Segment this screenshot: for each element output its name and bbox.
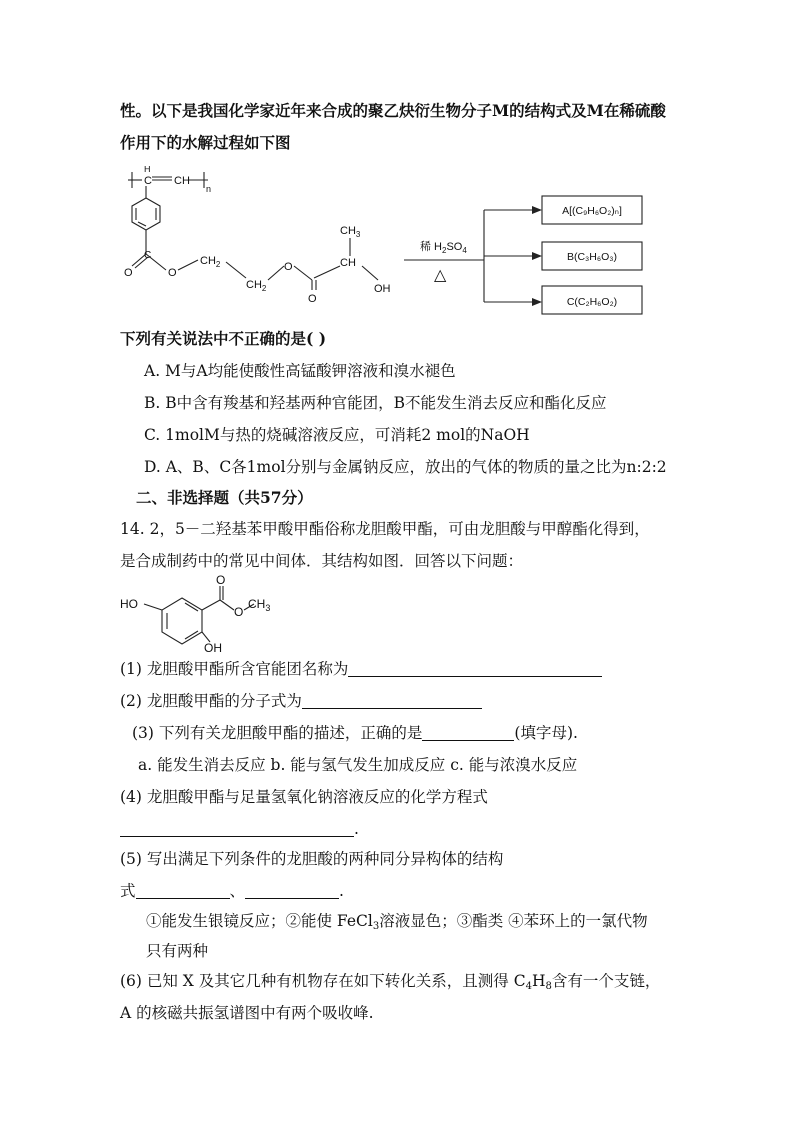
q14-part-2-label: (2) 龙胆酸甲酯的分子式为 [120, 692, 302, 710]
q14-part-5-answer-blank-1[interactable] [136, 882, 230, 899]
q13-option-b: B. B中含有羧基和羟基两种官能团，B不能发生消去反应和酯化反应 [144, 394, 607, 412]
q14-part-3-tail: (填字母). [514, 724, 578, 742]
q13-option-a: A. M与A均能使酸性高锰酸钾溶液和溴水褪色 [144, 362, 456, 380]
q14-part-1 [120, 658, 602, 680]
q13-stem: 下列有关说法中不正确的是( ) [120, 329, 327, 348]
carbonyl-o-label-3: O [216, 574, 226, 587]
q14-part-1-label: (1) 龙胆酸甲酯所含官能团名称为 [120, 660, 349, 678]
q14-part-5-cond-sub: 3 [372, 921, 380, 932]
q13-option-c: C. 1molM与热的烧碱溶液反应，可消耗2 mol的NaOH [144, 426, 530, 444]
product-a-box: A[(C₉H₆O₂)ₙ] [562, 205, 622, 217]
q14-part-5-conditions-line-1 [146, 910, 648, 938]
product-b-box: B(C₃H₆O₃) [566, 251, 618, 263]
polymer-ch-label: CH [174, 175, 190, 187]
q14-part-2-answer-blank[interactable] [302, 692, 482, 709]
ch-label: CH [340, 257, 356, 269]
oh-label-2: OH [204, 641, 222, 654]
q14-part-3-label: (3) 下列有关龙胆酸甲酯的描述，正确的是 [132, 724, 423, 742]
q14-part-6-line-1 [120, 970, 660, 998]
heat-symbol: △ [434, 267, 447, 284]
q14-part-5-end: . [339, 882, 344, 900]
q14-part-6-line-2: A 的核磁共振氢谱图中有两个吸收峰. [120, 1004, 374, 1022]
intro-line-2: 作用下的水解过程如下图 [120, 133, 291, 152]
q14-part-4-answer [120, 818, 359, 840]
ester-o-label-3: O [234, 605, 244, 619]
q14-part-6-sub8: 8 [545, 981, 552, 992]
reagent-label: 稀 $H_2SO_4$ [420, 241, 467, 255]
ch2-label-2: $CH_2$ [246, 279, 267, 293]
oh-label: OH [374, 283, 391, 295]
q14-part-6-h: H [531, 972, 546, 990]
methyl-gentisate-structure [118, 574, 278, 654]
q14-part-5-conditions-line-2: 只有两种 [146, 942, 209, 960]
q14-part-5-cond-a: ①能发生银镜反应；②能使 FeCl [146, 912, 373, 930]
carbonyl-o-label-2: O [308, 293, 317, 305]
q14-part-4-answer-blank[interactable] [120, 820, 354, 837]
q14-part-6-b: 含有一个支链， [551, 972, 661, 990]
ester-o-label-2: O [284, 261, 293, 273]
repeat-n-label: n [206, 184, 212, 194]
q14-part-5-line-1: (5) 写出满足下列条件的龙胆酸的两种同分异构体的结构 [120, 850, 504, 868]
q14-part-4-end: . [354, 820, 359, 838]
q14-part-1-answer-blank[interactable] [348, 660, 602, 677]
q14-stem-line-1: 14. 2，5－二羟基苯甲酸甲酯俗称龙胆酸甲酯，可由龙胆酸与甲醇酯化得到， [120, 520, 650, 538]
q14-part-4: (4) 龙胆酸甲酯与足量氢氧化钠溶液反应的化学方程式 [120, 788, 488, 806]
carbonyl-o-label: O [124, 267, 133, 279]
ho-label: HO [120, 597, 138, 611]
q14-part-6-sub4: 4 [525, 981, 532, 992]
q14-part-2 [120, 690, 482, 712]
q14-part-5-sep: 、 [229, 882, 246, 900]
intro-line-1: 性。以下是我国化学家近年来合成的聚乙炔衍生物分子M的结构式及M在稀硫酸 [120, 101, 666, 120]
ch2-label-1: $CH_2$ [200, 255, 221, 269]
q14-stem-line-2: 是合成制药中的常见中间体．其结构如图．回答以下问题： [120, 552, 524, 570]
polymer-h-label: H [144, 166, 151, 174]
ch3-label-2: $CH_3$ [248, 597, 271, 613]
polymer-hydrolysis-scheme [118, 166, 658, 326]
q14-part-3-answer-blank[interactable] [422, 724, 514, 741]
q14-part-5-line-2 [120, 880, 344, 902]
q14-part-3-options: a. 能发生消去反应 b. 能与氢气发生加成反应 c. 能与浓溴水反应 [138, 756, 578, 774]
q14-part-5-cond-b: 溶液显色；③酯类 ④苯环上的一氯代物 [379, 912, 648, 930]
ester-o-label-1: O [168, 267, 177, 279]
q14-part-5-head: 式 [120, 882, 136, 900]
product-c-box: C(C₂H₆O₂) [566, 296, 618, 308]
carbonyl-c-label: C [144, 250, 152, 261]
polymer-c1-label: C [144, 175, 152, 187]
q14-part-3 [132, 722, 578, 744]
q13-option-d: D. A、B、C各1mol分别与金属钠反应，放出的气体的物质的量之比为n:2:2 [144, 458, 667, 476]
section-2-title: 二、非选择题（共57分） [136, 488, 313, 507]
ch3-label: $CH_3$ [340, 225, 361, 239]
q14-part-5-answer-blank-2[interactable] [245, 882, 339, 899]
q14-part-6-a: (6) 已知 X 及其它几种有机物存在如下转化关系，且测得 C [120, 972, 526, 990]
